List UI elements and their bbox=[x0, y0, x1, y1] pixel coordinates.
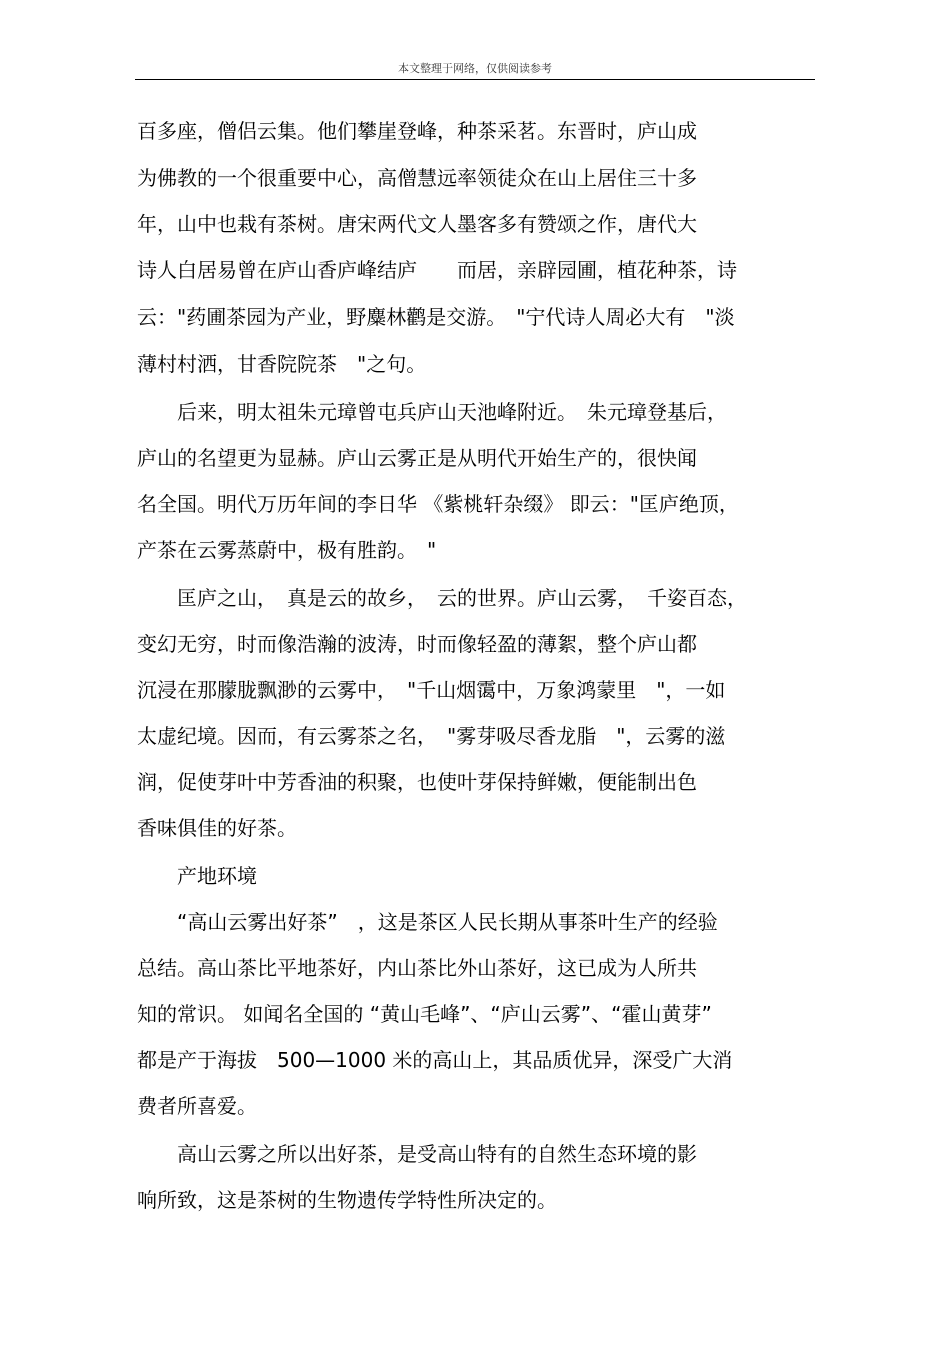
text-line: 薄村村洒，甘香院院茶 "之句。 bbox=[137, 352, 427, 376]
text-line: 润，促使芽叶中芳香油的积聚，也使叶芽保持鲜嫩，便能制出色 bbox=[137, 770, 697, 794]
text-line: “高山云雾出好茶” ，这是茶区人民长期从事茶叶生产的经验 bbox=[137, 910, 718, 934]
text-line: 为佛教的一个很重要中心，高僧慧远率领徒众在山上居住三十多 bbox=[137, 166, 697, 190]
text-line: 后来，明太祖朱元璋曾屯兵庐山天池峰附近。 朱元璋登基后， bbox=[137, 400, 727, 424]
text-line: 费者所喜爱。 bbox=[137, 1094, 257, 1118]
text-line: 云："药圃茶园为产业，野麋林鹳是交游。 "宁代诗人周必大有 "淡 bbox=[137, 305, 735, 329]
text-line: 总结。高山茶比平地茶好，内山茶比外山茶好，这已成为人所共 bbox=[137, 956, 697, 980]
header-note: 本文整理于网络，仅供阅读参考 bbox=[398, 62, 552, 75]
text-line: 产茶在云雾蒸蔚中，极有胜韵。 " bbox=[137, 538, 437, 562]
text-line: 变幻无穷，时而像浩瀚的波涛，时而像轻盈的薄絮，整个庐山都 bbox=[137, 632, 697, 656]
text-line: 庐山的名望更为显赫。庐山云雾正是从明代开始生产的，很快闻 bbox=[137, 446, 697, 470]
text-line: 都是产于海拔 500—1000 米的高山上，其品质优异，深受广大消 bbox=[137, 1048, 733, 1072]
text-line: 香味俱佳的好茶。 bbox=[137, 816, 297, 840]
text-line: 诗人白居易曾在庐山香庐峰结庐 而居，亲辟园圃，植花种茶，诗 bbox=[137, 258, 737, 282]
text-line: 沉浸在那朦胧飘渺的云雾中， "千山烟霭中，万象鸿蒙里 "，一如 bbox=[137, 678, 726, 702]
text-line: 名全国。明代万历年间的李日华 《紫桃轩杂缀》 即云："匡庐绝顶， bbox=[137, 492, 739, 516]
text-line: 匡庐之山， 真是云的故乡， 云的世界。庐山云雾， 千姿百态， bbox=[137, 586, 747, 610]
text-line: 响所致，这是茶树的生物遗传学特性所决定的。 bbox=[137, 1188, 557, 1212]
text-line: 高山云雾之所以出好茶，是受高山特有的自然生态环境的影 bbox=[137, 1142, 697, 1166]
text-line: 年，山中也栽有茶树。唐宋两代文人墨客多有赞颂之作，唐代大 bbox=[137, 212, 697, 236]
header-divider bbox=[135, 79, 815, 80]
text-line: 太虚纪境。因而，有云雾茶之名， "雾芽吸尽香龙脂 "，云雾的滋 bbox=[137, 724, 726, 748]
text-line: 百多座，僧侣云集。他们攀崖登峰，种茶采茗。东晋时，庐山成 bbox=[137, 119, 697, 143]
text-line: 知的常识。 如闻名全国的 “黄山毛峰”、“庐山云雾”、“霍山黄芽” bbox=[137, 1002, 712, 1026]
text-line: 产地环境 bbox=[137, 864, 257, 888]
